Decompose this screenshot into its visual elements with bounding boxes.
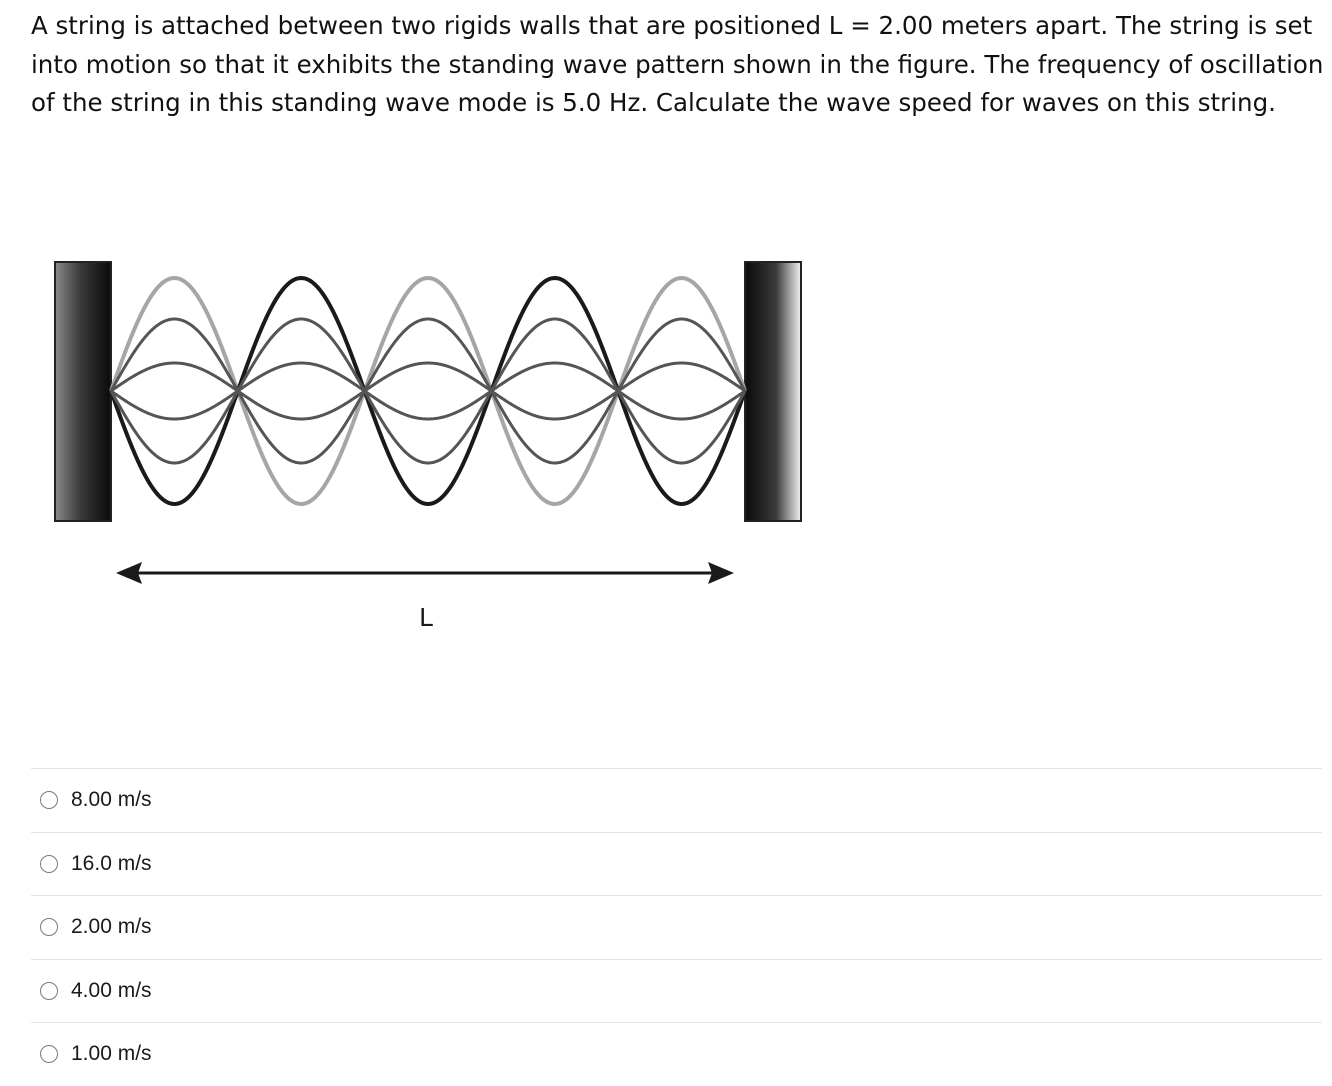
wave-curves [111, 278, 745, 504]
answer-list [31, 768, 1322, 1086]
answer-option[interactable] [31, 959, 1322, 1023]
answer-label: 4.00 m/s [71, 978, 152, 1002]
radio-button[interactable] [40, 791, 58, 809]
answer-option[interactable] [31, 768, 1322, 832]
length-arrow [116, 562, 734, 584]
right-wall [745, 262, 801, 521]
answer-option[interactable] [31, 895, 1322, 959]
answer-label: 2.00 m/s [71, 915, 152, 939]
left-wall [55, 262, 111, 521]
question-text: A string is attached between two rigids walls that are positioned L = 2.00 meters apart. The string is set into motion so that it exhibits the standing wave pattern shown in the figure. The frequency of oscillation of the string in this standing wave mode is 5.0 Hz. Calculate the wave speed for waves on this string. [31, 11, 1324, 117]
answer-label: 1.00 m/s [71, 1042, 152, 1066]
length-label: L [419, 603, 433, 632]
radio-button[interactable] [40, 855, 58, 873]
radio-button[interactable] [40, 918, 58, 936]
radio-button[interactable] [40, 982, 58, 1000]
radio-button[interactable] [40, 1045, 58, 1063]
answer-option[interactable] [31, 1022, 1322, 1086]
answer-option[interactable] [31, 832, 1322, 896]
answer-label: 8.00 m/s [71, 788, 152, 812]
answer-label: 16.0 m/s [71, 851, 152, 875]
